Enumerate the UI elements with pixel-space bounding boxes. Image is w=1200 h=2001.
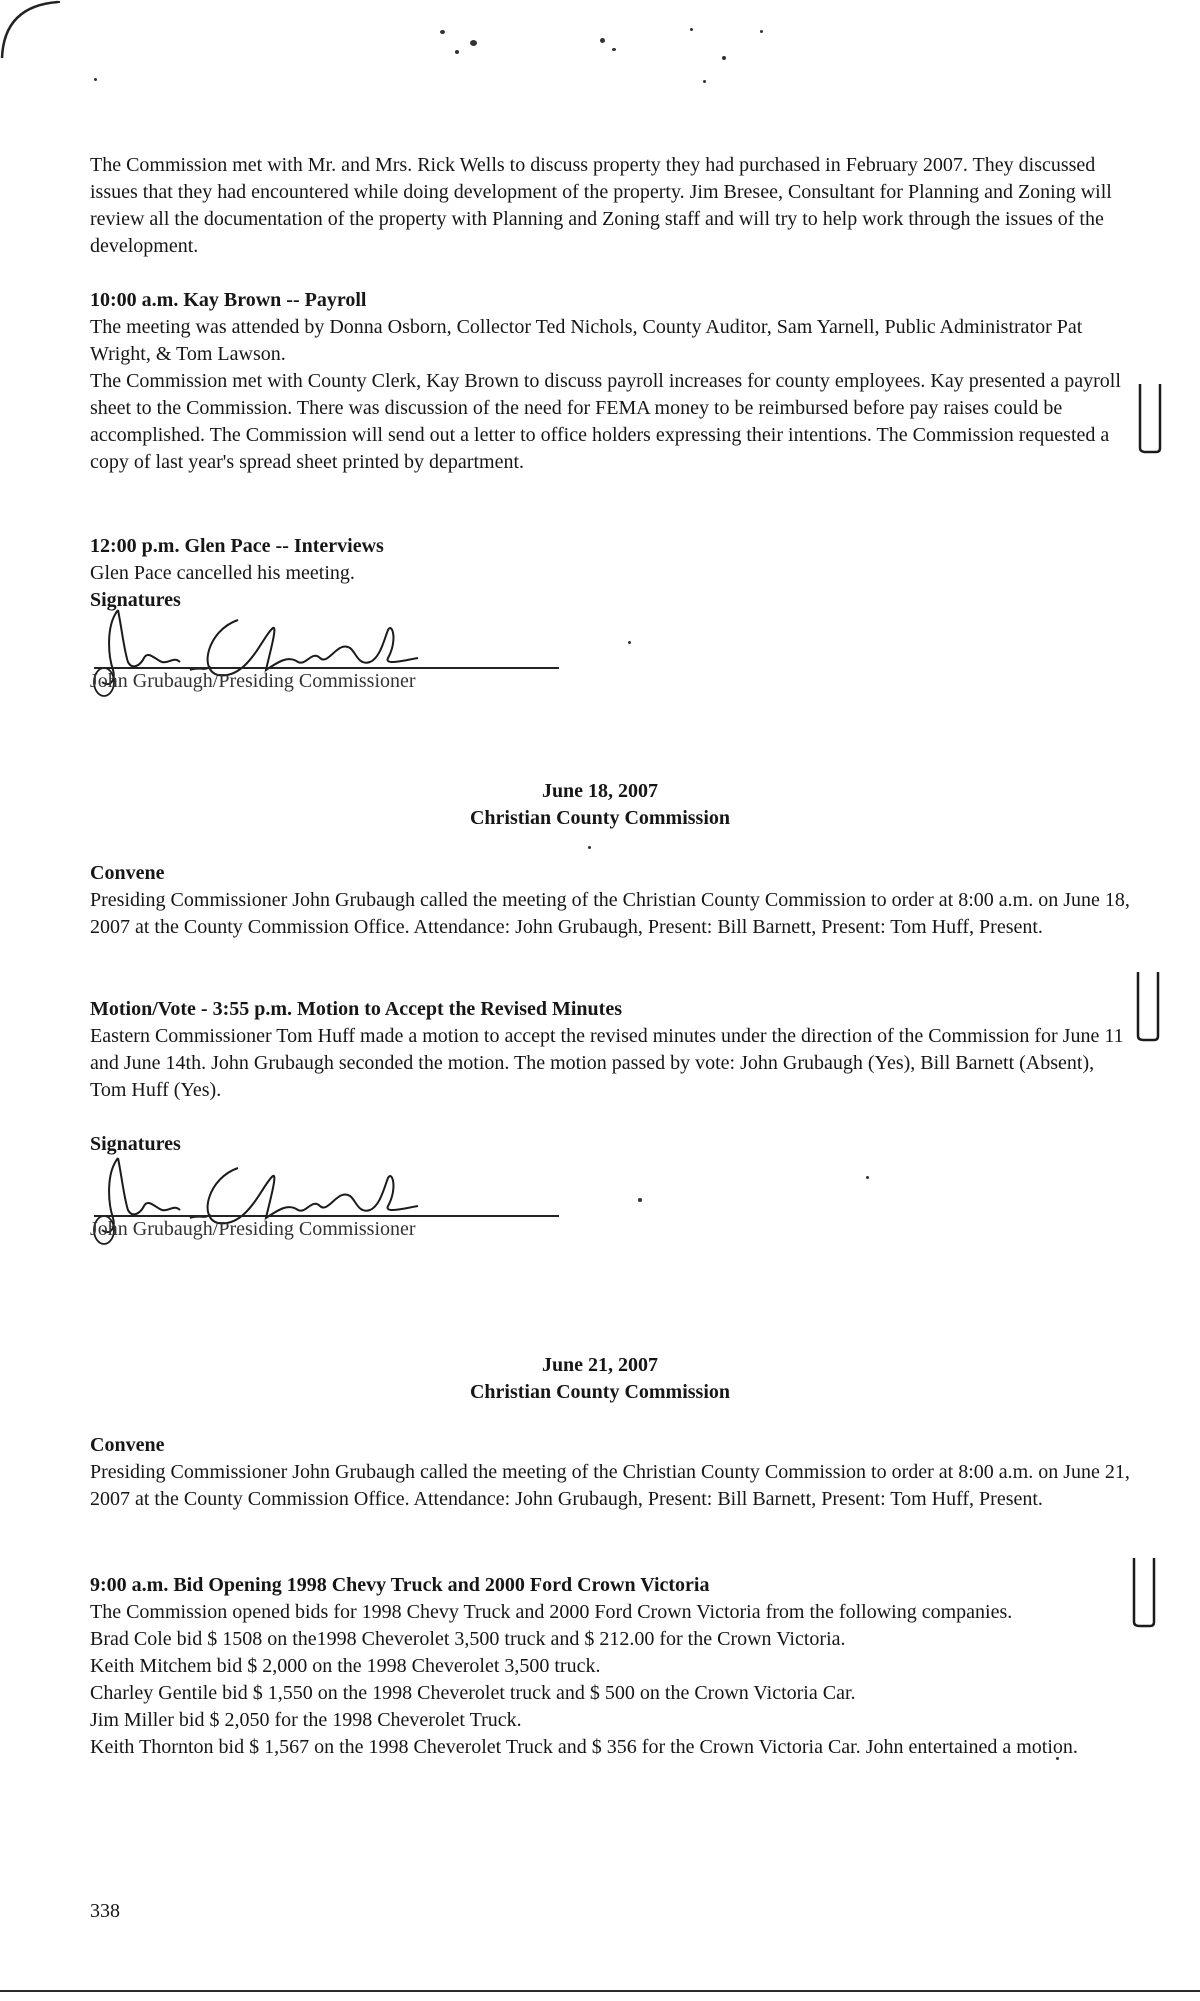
payroll-heading: 10:00 a.m. Kay Brown -- Payroll [90, 289, 367, 311]
handwritten-signature-1 [88, 600, 588, 710]
june-21-convene-heading: Convene [90, 1434, 165, 1456]
bid-line: Keith Thornton bid $ 1,567 on the 1998 Cheverolet Truck and $ 356 for the Crown Victoria Car. John entertained a motion. [90, 1736, 1078, 1758]
bid-opening-heading: 9:00 a.m. Bid Opening 1998 Chevy Truck and 2000 Ford Crown Victoria [90, 1574, 710, 1596]
page-corner-curve [0, 0, 60, 60]
commission-meeting-section [90, 152, 1130, 260]
june-18-convene-body: Presiding Commissioner John Grubaugh called the meeting of the Christian County Commission to order at 8:00 a.m. on June 18, 2007 at the County Commission Office. Attendance: John Grubaugh, Present: Bill Barnett, Present: Tom Huff, Present. [90, 889, 1130, 938]
bid-opening-section [90, 1572, 1130, 1761]
june-18-convene-section [90, 860, 1130, 941]
june-18-date: June 18, 2007 [541, 780, 659, 802]
signature-line-1 [94, 667, 559, 669]
page-bottom-edge [0, 1990, 1200, 1992]
june-21-date: June 21, 2007 [541, 1354, 659, 1376]
june-18-title: Christian County Commission [469, 807, 731, 829]
margin-bracket-3 [1130, 1556, 1156, 1628]
bid-line: Keith Mitchem bid $ 2,000 on the 1998 Cheverolet 3,500 truck. [90, 1655, 601, 1677]
wells-property-paragraph: The Commission met with Mr. and Mrs. Rick Wells to discuss property they had purchased in February 2007. They discussed issues that they had encountered while doing development of the property. Jim Bresee, Consultant for Planning and Zoning will review all the documentation of the property with Planning and Zoning staff and will try to help work through the issues of the development. [90, 154, 1112, 257]
interviews-body: Glen Pace cancelled his meeting. [90, 562, 355, 584]
interviews-heading: 12:00 p.m. Glen Pace -- Interviews [90, 535, 384, 557]
handwritten-signature-2 [88, 1148, 588, 1258]
bid-line: Charley Gentile bid $ 1,550 on the 1998 Cheverolet truck and $ 500 on the Crown Victoria Car. [90, 1682, 856, 1704]
june-18-motion-body: Eastern Commissioner Tom Huff made a motion to accept the revised minutes under the direction of the Commission for June 11 and June 14th. John Grubaugh seconded the motion. The motion passed by vote: John Grubaugh (Yes), Bill Barnett (Absent), Tom Huff (Yes). [90, 1025, 1124, 1101]
signatures-label: Signatures [90, 589, 181, 611]
signature-name-2: John Grubaugh/Presiding Commissioner [90, 1218, 416, 1240]
margin-bracket-2 [1134, 970, 1160, 1042]
payroll-attendance: The meeting was attended by Donna Osborn, Collector Ted Nichols, County Auditor, Sam Yarnell, Public Administrator Pat Wright, & Tom Lawson. [90, 316, 1083, 365]
june-21-convene-body: Presiding Commissioner John Grubaugh called the meeting of the Christian County Commission to order at 8:00 a.m. on June 21, 2007 at the County Commission Office. Attendance: John Grubaugh, Present: Bill Barnett, Present: Tom Huff, Present. [90, 1461, 1130, 1510]
signature-name-1: John Grubaugh/Presiding Commissioner [90, 670, 416, 692]
bid-line: Brad Cole bid $ 1508 on the1998 Cheverolet 3,500 truck and $ 212.00 for the Crown Victoria. [90, 1628, 846, 1650]
june-21-convene-section [90, 1432, 1130, 1513]
payroll-section [90, 287, 1130, 476]
bid-opening-intro: The Commission opened bids for 1998 Chevy Truck and 2000 Ford Crown Victoria from the following companies. [90, 1601, 1013, 1623]
margin-bracket-1 [1136, 382, 1162, 454]
signature-line-2 [94, 1215, 559, 1217]
payroll-body: The Commission met with County Clerk, Kay Brown to discuss payroll increases for county employees. Kay presented a payroll sheet to the Commission. There was discussion of the need for FEMA money to be reimbursed before pay raises could be accomplished. The Commission will send out a letter to office holders expressing their intentions. The Commission requested a copy of last year's spread sheet printed by department. [90, 370, 1121, 473]
bid-line: Jim Miller bid $ 2,050 for the 1998 Cheverolet Truck. [90, 1709, 522, 1731]
june-18-motion-section [90, 996, 1130, 1104]
signature-block-1 [88, 600, 588, 710]
june-18-convene-heading: Convene [90, 862, 165, 884]
signatures-label-2: Signatures [90, 1133, 181, 1155]
page-number: 338 [90, 1900, 120, 1922]
signature-block-2 [88, 1148, 588, 1258]
june-18-motion-heading: Motion/Vote - 3:55 p.m. Motion to Accept the Revised Minutes [90, 998, 622, 1020]
june-21-title: Christian County Commission [469, 1381, 731, 1403]
